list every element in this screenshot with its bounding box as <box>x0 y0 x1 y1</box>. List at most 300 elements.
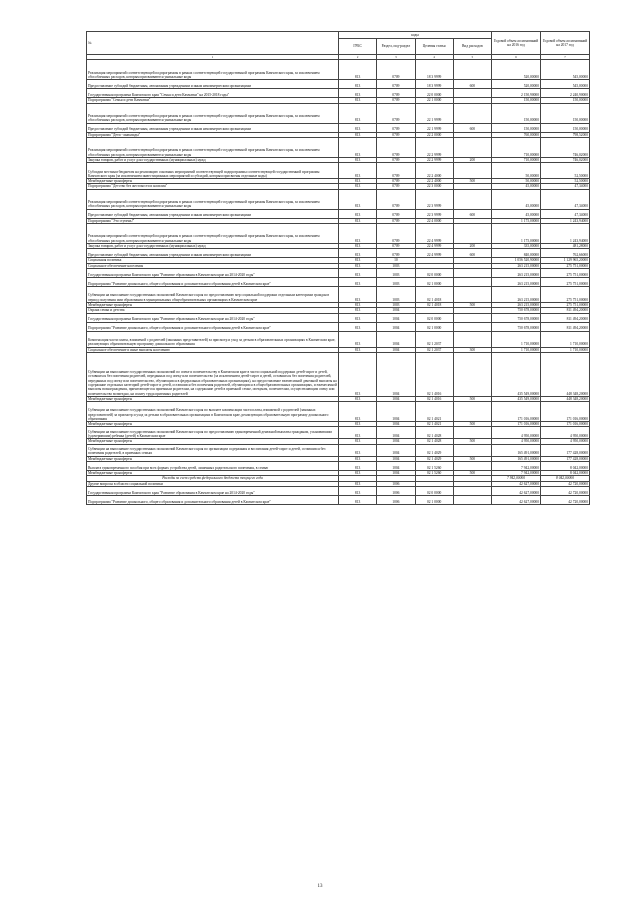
table-row <box>87 224 590 244</box>
row-2017: 52,50000 <box>541 179 590 184</box>
row-grbs: 813 <box>339 422 377 427</box>
row-name: Субвенции на выполнение государственных полномочий Камчатского края по выплате компенсации части платы, взимаемой с родителей (законных представителей) за присмотр и уход за детьми в образовательных организациях в Камчатском крае, реализующих образовательную программу дошкольного образования <box>87 402 339 422</box>
row-statya: 22 4 9999 <box>415 244 453 249</box>
row-vid: 500 <box>453 302 491 307</box>
row-razdel: 0709 <box>377 244 415 249</box>
row-razdel: 0709 <box>377 103 415 123</box>
row-vid <box>453 286 491 302</box>
row-name: Подпрограмма "Детство без жестокости и насилия" <box>87 184 339 189</box>
row-statya: 02 1 4021 <box>415 402 453 422</box>
row-grbs: 813 <box>339 456 377 461</box>
row-name: Реализация мероприятий соответствующей подпрограммы в рамках соответствующей государственной программы Камчатского края, за исключением обособленных расходов, которым присваиваются уникальные коды <box>87 137 339 157</box>
row-2017: 47,34000 <box>541 189 590 209</box>
row-razdel: 0709 <box>377 60 415 80</box>
row-razdel: 1006 <box>377 481 415 486</box>
row-statya: 02 1 5260 <box>415 462 453 471</box>
row-name: Охрана семьи и детства <box>87 308 339 313</box>
row-2016: 710,00000 <box>492 137 541 157</box>
row-statya: 22 1 9999 <box>415 123 453 132</box>
row-2016: 7 942,00000 <box>492 471 541 476</box>
row-vid <box>453 352 491 396</box>
row-grbs: 813 <box>339 60 377 80</box>
table-row <box>87 331 590 347</box>
row-vid <box>453 486 491 495</box>
row-2016: 750 678,00000 <box>492 308 541 313</box>
row-2016: 710,00000 <box>492 157 541 162</box>
row-statya: 22 4 9999 <box>415 249 453 258</box>
row-grbs: 813 <box>339 444 377 456</box>
row-razdel: 1004 <box>377 422 415 427</box>
row-2017: 798,52000 <box>541 132 590 137</box>
row-razdel: 0709 <box>377 132 415 137</box>
row-grbs: 813 <box>339 163 377 179</box>
row-2017: 150,00000 <box>541 123 590 132</box>
row-grbs: 813 <box>339 277 377 286</box>
row-2016: 4 950,00000 <box>492 439 541 444</box>
row-razdel: 0709 <box>377 189 415 209</box>
row-razdel: 1004 <box>377 322 415 331</box>
row-2016: 171 016,00000 <box>492 422 541 427</box>
row-2017: 1 243,94000 <box>541 224 590 244</box>
table-row <box>87 495 590 504</box>
row-2017: 47,34000 <box>541 184 590 189</box>
row-razdel: 1006 <box>377 495 415 504</box>
row-2017: 545,00000 <box>541 80 590 89</box>
row-name: Другие вопросы в области социальной политики <box>87 481 339 486</box>
row-razdel: 0709 <box>377 249 415 258</box>
row-razdel: 0709 <box>377 123 415 132</box>
row-2016: 1 056 520,90000 <box>492 258 541 263</box>
row-statya: 02 1 4028 <box>415 427 453 439</box>
row-2017: 275 751,00000 <box>541 263 590 268</box>
row-name: Межбюджетные трансферты <box>87 302 339 307</box>
row-razdel: 1003 <box>377 302 415 307</box>
row-2017: 448 348,20000 <box>541 396 590 401</box>
row-vid <box>453 331 491 347</box>
row-statya: 18 3 9999 <box>415 80 453 89</box>
row-razdel: 1004 <box>377 462 415 471</box>
row-razdel: 1004 <box>377 427 415 439</box>
row-2017: 150,00000 <box>541 103 590 123</box>
header-2016: Годовой объем ассигнований на 2016 год <box>492 32 541 55</box>
row-razdel: 0709 <box>377 89 415 98</box>
row-grbs: 813 <box>339 322 377 331</box>
row-2016: 760,00000 <box>492 132 541 137</box>
row-vid <box>453 277 491 286</box>
row-2016: 50,00000 <box>492 163 541 179</box>
row-vid <box>453 322 491 331</box>
row-razdel: 0709 <box>377 80 415 89</box>
row-name: Государственная программа Камчатского края "Развитие образования в Камчатском крае на 2014-2020 годы" <box>87 268 339 277</box>
row-grbs: 813 <box>339 123 377 132</box>
row-name: Межбюджетные трансферты <box>87 439 339 444</box>
row-grbs: 813 <box>339 486 377 495</box>
table-row <box>87 89 590 98</box>
row-statya: 18 3 9999 <box>415 60 453 80</box>
row-2016: 1 175,00000 <box>492 218 541 223</box>
row-name: Межбюджетные трансферты <box>87 179 339 184</box>
row-name: Подпрограмма "Семья и дети Камчатки" <box>87 98 339 103</box>
row-vid <box>453 89 491 98</box>
row-statya: 22 2 4000 <box>415 163 453 179</box>
row-name: Субвенции на выполнение государственных полномочий Камчатского края по предоставлению мер социальной поддержки отдельным категориям граждан в период получения ими образования в муниципальных общеобразовательных организациях в Камчатском крае <box>87 286 339 302</box>
row-grbs: 813 <box>339 268 377 277</box>
row-name: Предоставление субсидий бюджетным, автономным учреждениям и иным некоммерческим организациям <box>87 123 339 132</box>
row-name: Социальное обеспечение населения <box>87 263 339 268</box>
row-2016: 45,00000 <box>492 189 541 209</box>
row-2016: 520,00000 <box>492 80 541 89</box>
header-vid: Вид расходов <box>453 39 491 55</box>
row-razdel: 1003 <box>377 268 415 277</box>
row-2017: 47,34000 <box>541 209 590 218</box>
row-statya: 22 2 0000 <box>415 132 453 137</box>
row-2017: 275 751,00000 <box>541 286 590 302</box>
row-razdel: 0709 <box>377 137 415 157</box>
row-statya: 02 1 2037 <box>415 347 453 352</box>
row-statya: 02 1 4018 <box>415 302 453 307</box>
row-grbs: 813 <box>339 313 377 322</box>
row-name: Межбюджетные трансферты <box>87 456 339 461</box>
row-statya: 22 1 0000 <box>415 98 453 103</box>
header-codes: коды <box>339 32 492 39</box>
row-vid <box>453 163 491 179</box>
table-row <box>87 444 590 456</box>
row-vid: 500 <box>453 439 491 444</box>
row-2016: 335,00000 <box>492 244 541 249</box>
row-razdel: 1004 <box>377 439 415 444</box>
row-vid: 600 <box>453 123 491 132</box>
row-name: Подпрограмма "Развитие дошкольного, общего образования и дополнительного образования детей в Камчатском крае" <box>87 277 339 286</box>
row-statya: 02 1 0000 <box>415 322 453 331</box>
row-grbs: 813 <box>339 137 377 157</box>
row-razdel: 0709 <box>377 209 415 218</box>
row-vid <box>453 268 491 277</box>
row-vid <box>453 444 491 456</box>
row-name: Реализация мероприятий соответствующей подпрограммы в рамках соответствующей государственной программы Камчатского края, за исключением обособленных расходов, которым присваиваются уникальные коды <box>87 224 339 244</box>
row-vid: 200 <box>453 157 491 162</box>
row-grbs: 813 <box>339 263 377 268</box>
row-statya: 22 3 9999 <box>415 209 453 218</box>
row-2017: 746,02000 <box>541 137 590 157</box>
table-row <box>87 427 590 439</box>
row-2016: 435 549,00000 <box>492 352 541 396</box>
row-grbs: 813 <box>339 302 377 307</box>
row-razdel: 1004 <box>377 444 415 456</box>
row-2016: 435 549,00000 <box>492 396 541 401</box>
row-2017: 4 950,00000 <box>541 427 590 439</box>
row-grbs: 813 <box>339 331 377 347</box>
row-2017: 811 494,20000 <box>541 313 590 322</box>
row-name: Субвенции на выполнение государственных полномочий по опеке и попечительству в Камчатском крае в части социальной поддержки детей-сирот и детей, оставшихся без попечения родителей, переданных под опеку или попечительство (за исключением детей-сирот и детей, оставшихся без попечения родителей, переданных под опеку или попечительство, обучающихся в федеральных образовательных организациях), на предоставление ежемесячной денежной выплаты на содержание отдельных категорий детей-сирот и детей, оставшихся без попечения родителей, обучающихся в общеобразовательных организациях, и ежемесячной выплаты вознаграждения, причитающегося приемным родителям, на содержание детей в приемной семье, опекунам, попечителям, осуществляющим опеку или попечительство возмездно, на оплату труда приемных родителей <box>87 352 339 396</box>
budget-table <box>86 31 590 505</box>
row-vid <box>453 495 491 504</box>
row-2016: 42 627,00000 <box>492 481 541 486</box>
row-2017: 171 016,00000 <box>541 402 590 422</box>
row-statya: 02 1 0000 <box>415 277 453 286</box>
row-2016: 171 016,00000 <box>492 402 541 422</box>
row-name: Расходы за счет средств федерального бюджета текущего года <box>87 476 339 481</box>
table-row <box>87 80 590 89</box>
row-grbs: 813 <box>339 80 377 89</box>
row-2016: 2 150,90000 <box>492 89 541 98</box>
row-statya: 22 3 9999 <box>415 189 453 209</box>
row-2016: 4 950,00000 <box>492 427 541 439</box>
row-2017: 275 751,00000 <box>541 302 590 307</box>
row-statya: 02 1 5260 <box>415 471 453 476</box>
row-grbs: 813 <box>339 179 377 184</box>
row-2017: 545,00000 <box>541 60 590 80</box>
row-vid: 600 <box>453 80 491 89</box>
row-2017: 8 042,00000 <box>541 476 590 481</box>
row-grbs: 813 <box>339 224 377 244</box>
row-statya: 22 0 0000 <box>415 89 453 98</box>
row-2016: 42 627,00000 <box>492 486 541 495</box>
row-statya: 22 4 9999 <box>415 224 453 244</box>
row-name: Межбюджетные трансферты <box>87 471 339 476</box>
table-body <box>87 60 590 505</box>
row-vid: 500 <box>453 471 491 476</box>
row-name: Социальное обеспечение и иные выплаты населению <box>87 347 339 352</box>
row-razdel: 0709 <box>377 184 415 189</box>
header-statya: Целевая статья <box>415 39 453 55</box>
row-2016: 45,00000 <box>492 209 541 218</box>
row-statya: 02 1 4016 <box>415 396 453 401</box>
row-2016: 150,00000 <box>492 103 541 123</box>
table-row <box>87 486 590 495</box>
table-row <box>87 137 590 157</box>
row-name: Предоставление субсидий бюджетным, автономным учреждениям и иным некоммерческим организациям <box>87 209 339 218</box>
row-vid: 600 <box>453 209 491 218</box>
row-2017: 171 016,00000 <box>541 422 590 427</box>
row-razdel: 1003 <box>377 286 415 302</box>
row-statya: 02 1 4029 <box>415 444 453 456</box>
row-vid <box>453 103 491 123</box>
row-name: Предоставление субсидий бюджетным, автономным учреждениям и иным некоммерческим организациям <box>87 80 339 89</box>
row-2017: 811 494,20000 <box>541 308 590 313</box>
row-2017: 42 720,00000 <box>541 495 590 504</box>
row-statya: 22 4 0000 <box>415 218 453 223</box>
row-2017: 1 710,00000 <box>541 331 590 347</box>
row-statya: 02 1 4016 <box>415 352 453 396</box>
row-2016: 263 215,00000 <box>492 302 541 307</box>
row-name: Социальная политика <box>87 258 339 263</box>
row-2016: 45,00000 <box>492 184 541 189</box>
row-name: Субвенции на выполнение государственных полномочий Камчатского края по предоставлению единовременной денежной выплаты гражданам, усыновившим (удочерившим) ребенка (детей) в Камчатском крае <box>87 427 339 439</box>
row-razdel: 1004 <box>377 352 415 396</box>
row-name: Подпрограмма "Это ступень!" <box>87 218 339 223</box>
row-grbs: 813 <box>339 286 377 302</box>
row-grbs: 813 <box>339 244 377 249</box>
row-name: Подпрограмма "Развитие дошкольного, общего образования и дополнительного образования детей в Камчатском крае" <box>87 495 339 504</box>
row-2017: 275 751,00000 <box>541 268 590 277</box>
row-razdel: 1003 <box>377 277 415 286</box>
row-vid: 500 <box>453 422 491 427</box>
header-2017: Годовой объем ассигнований на 2017 год <box>541 32 590 55</box>
row-razdel: 1004 <box>377 396 415 401</box>
row-grbs: 813 <box>339 439 377 444</box>
row-2017: 42 720,00000 <box>541 486 590 495</box>
row-statya: 22 2 9999 <box>415 157 453 162</box>
row-vid <box>453 427 491 439</box>
row-name: Государственная программа Камчатского края "Развитие образования в Камчатском крае на 2014-2020 годы" <box>87 313 339 322</box>
header-num: № <box>87 32 339 55</box>
row-2016: 750 678,00000 <box>492 313 541 322</box>
row-grbs: 813 <box>339 427 377 439</box>
table-row <box>87 313 590 322</box>
row-2016: 50,00000 <box>492 179 541 184</box>
row-2016: 263 215,00000 <box>492 286 541 302</box>
row-name: Реализация мероприятий соответствующей подпрограммы в рамках соответствующей государственной программы Камчатского края, за исключением обособленных расходов, которым присваиваются уникальные коды <box>87 189 339 209</box>
table-row <box>87 352 590 396</box>
row-2017: 448 348,20000 <box>541 352 590 396</box>
row-2017: 177 428,00000 <box>541 456 590 461</box>
table-row <box>87 286 590 302</box>
row-vid: 500 <box>453 456 491 461</box>
row-2016: 263 215,00000 <box>492 263 541 268</box>
row-razdel: 0709 <box>377 157 415 162</box>
table-row <box>87 268 590 277</box>
table-row <box>87 277 590 286</box>
row-razdel: 0709 <box>377 179 415 184</box>
row-razdel: 1003 <box>377 263 415 268</box>
row-grbs: 813 <box>339 396 377 401</box>
row-2017: 52,50000 <box>541 163 590 179</box>
page-number: 13 <box>317 884 323 889</box>
row-2016: 263 215,00000 <box>492 277 541 286</box>
row-name: Субсидии местным бюджетам на реализацию основных мероприятий соответствующей подпрограммы соответствующей государственной программы Камчатского края (за исключением инвестиционных мероприятий и субсидий, которым присвоены отдельные коды) <box>87 163 339 179</box>
row-name: Межбюджетные трансферты <box>87 422 339 427</box>
row-vid <box>453 137 491 157</box>
row-razdel: 0709 <box>377 98 415 103</box>
row-2017: 1 129 965,20000 <box>541 258 590 263</box>
row-2016: 1 710,00000 <box>492 347 541 352</box>
row-grbs: 813 <box>339 481 377 486</box>
row-grbs: 813 <box>339 308 377 313</box>
table-row <box>87 462 590 471</box>
row-name: Закупка товаров, работ и услуг для государственных (муниципальных) нужд <box>87 244 339 249</box>
row-2016: 263 215,00000 <box>492 268 541 277</box>
row-name: Реализация мероприятий соответствующей подпрограммы в рамках соответствующей государственной программы Камчатского края, за исключением обособленных расходов, которым присваиваются уникальные коды <box>87 60 339 80</box>
header-razdel: Раздел, под-раздел <box>377 39 415 55</box>
row-razdel: 1006 <box>377 486 415 495</box>
row-grbs: 813 <box>339 209 377 218</box>
header-grbs: ГРБС <box>339 39 377 55</box>
row-vid <box>453 313 491 322</box>
row-2016: 7 942,00000 <box>492 462 541 471</box>
row-2017: 4 950,00000 <box>541 439 590 444</box>
row-vid: 300 <box>453 347 491 352</box>
row-2017: 8 042,00000 <box>541 471 590 476</box>
row-grbs: 813 <box>339 103 377 123</box>
row-vid: 500 <box>453 396 491 401</box>
row-grbs: 813 <box>339 98 377 103</box>
row-grbs: 813 <box>339 132 377 137</box>
row-statya: 22 1 9999 <box>415 103 453 123</box>
row-2017: 762,66000 <box>541 249 590 258</box>
row-grbs: 813 <box>339 258 377 263</box>
row-name: Выплата единовременного пособия при всех формах устройства детей, лишенных родительского попечения, в семью <box>87 462 339 471</box>
row-vid <box>453 224 491 244</box>
row-name: Закупка товаров, работ и услуг для государственных (муниципальных) нужд <box>87 157 339 162</box>
row-2016: 7 942,00000 <box>492 476 541 481</box>
row-statya: 02 1 4021 <box>415 422 453 427</box>
row-statya: 02 1 4028 <box>415 439 453 444</box>
row-2016: 1 175,00000 <box>492 224 541 244</box>
row-name: Подпрограмма "Дети - инвалиды" <box>87 132 339 137</box>
row-2017: 1 710,00000 <box>541 347 590 352</box>
row-2016: 520,00000 <box>492 60 541 80</box>
row-name: Государственная программа Камчатского края "Развитие образования в Камчатском крае на 2014-2020 годы" <box>87 486 339 495</box>
row-grbs: 813 <box>339 495 377 504</box>
row-name: Компенсация части платы, взимаемой с родителей (законных представителей) за присмотр и уход за детьми в образовательных организациях в Камчатском крае, реализующих образовательную программу дошкольного образования <box>87 331 339 347</box>
row-grbs: 813 <box>339 189 377 209</box>
row-2016: 42 627,00000 <box>492 495 541 504</box>
row-vid <box>453 462 491 471</box>
row-statya: 02 1 4018 <box>415 286 453 302</box>
table-row <box>87 209 590 218</box>
table-row <box>87 60 590 80</box>
row-razdel: 10 <box>377 258 415 263</box>
table-row <box>87 189 590 209</box>
row-statya: 22 2 9999 <box>415 137 453 157</box>
row-name: Субвенции на выполнение государственных полномочий Камчатского края по организации содержания и воспитания детей-сирот и детей, оставшихся без попечения родителей, в приемных семьях <box>87 444 339 456</box>
row-grbs: 813 <box>339 471 377 476</box>
table-row <box>87 123 590 132</box>
row-statya: 02 0 0000 <box>415 268 453 277</box>
row-razdel: 1004 <box>377 456 415 461</box>
row-2016: 165 491,00000 <box>492 444 541 456</box>
row-vid: 600 <box>453 249 491 258</box>
row-statya: 02 0 0000 <box>415 486 453 495</box>
row-2017: 1 243,94000 <box>541 218 590 223</box>
row-vid: 200 <box>453 244 491 249</box>
table-row <box>87 402 590 422</box>
row-statya: 22 2 4000 <box>415 179 453 184</box>
row-name: Реализация мероприятий соответствующей подпрограммы в рамках соответствующей государственной программы Камчатского края, за исключением обособленных расходов, которым присваиваются уникальные коды <box>87 103 339 123</box>
row-2016: 840,00000 <box>492 249 541 258</box>
row-2016: 150,00000 <box>492 98 541 103</box>
row-statya: 02 1 4029 <box>415 456 453 461</box>
table-row <box>87 163 590 179</box>
row-statya: 22 3 0000 <box>415 184 453 189</box>
row-vid <box>453 60 491 80</box>
row-grbs: 813 <box>339 218 377 223</box>
row-vid <box>453 189 491 209</box>
row-vid: 500 <box>453 179 491 184</box>
row-2017: 177 428,00000 <box>541 444 590 456</box>
row-grbs: 813 <box>339 157 377 162</box>
row-2016: 150,00000 <box>492 123 541 132</box>
row-statya: 02 1 2037 <box>415 331 453 347</box>
row-statya: 02 0 0000 <box>415 313 453 322</box>
row-razdel: 0709 <box>377 163 415 179</box>
row-grbs: 813 <box>339 347 377 352</box>
row-razdel: 1004 <box>377 313 415 322</box>
row-vid <box>453 402 491 422</box>
row-razdel: 1004 <box>377 308 415 313</box>
row-grbs: 813 <box>339 184 377 189</box>
row-razdel: 1004 <box>377 402 415 422</box>
row-razdel: 1004 <box>377 331 415 347</box>
row-2017: 275 751,00000 <box>541 277 590 286</box>
row-2016: 1 710,00000 <box>492 331 541 347</box>
row-name: Межбюджетные трансферты <box>87 396 339 401</box>
row-grbs: 813 <box>339 249 377 258</box>
row-razdel: 1004 <box>377 347 415 352</box>
row-2017: 8 042,00000 <box>541 462 590 471</box>
row-name: Подпрограмма "Развитие дошкольного, общего образования и дополнительного образования детей в Камчатском крае" <box>87 322 339 331</box>
row-2017: 481,28000 <box>541 244 590 249</box>
